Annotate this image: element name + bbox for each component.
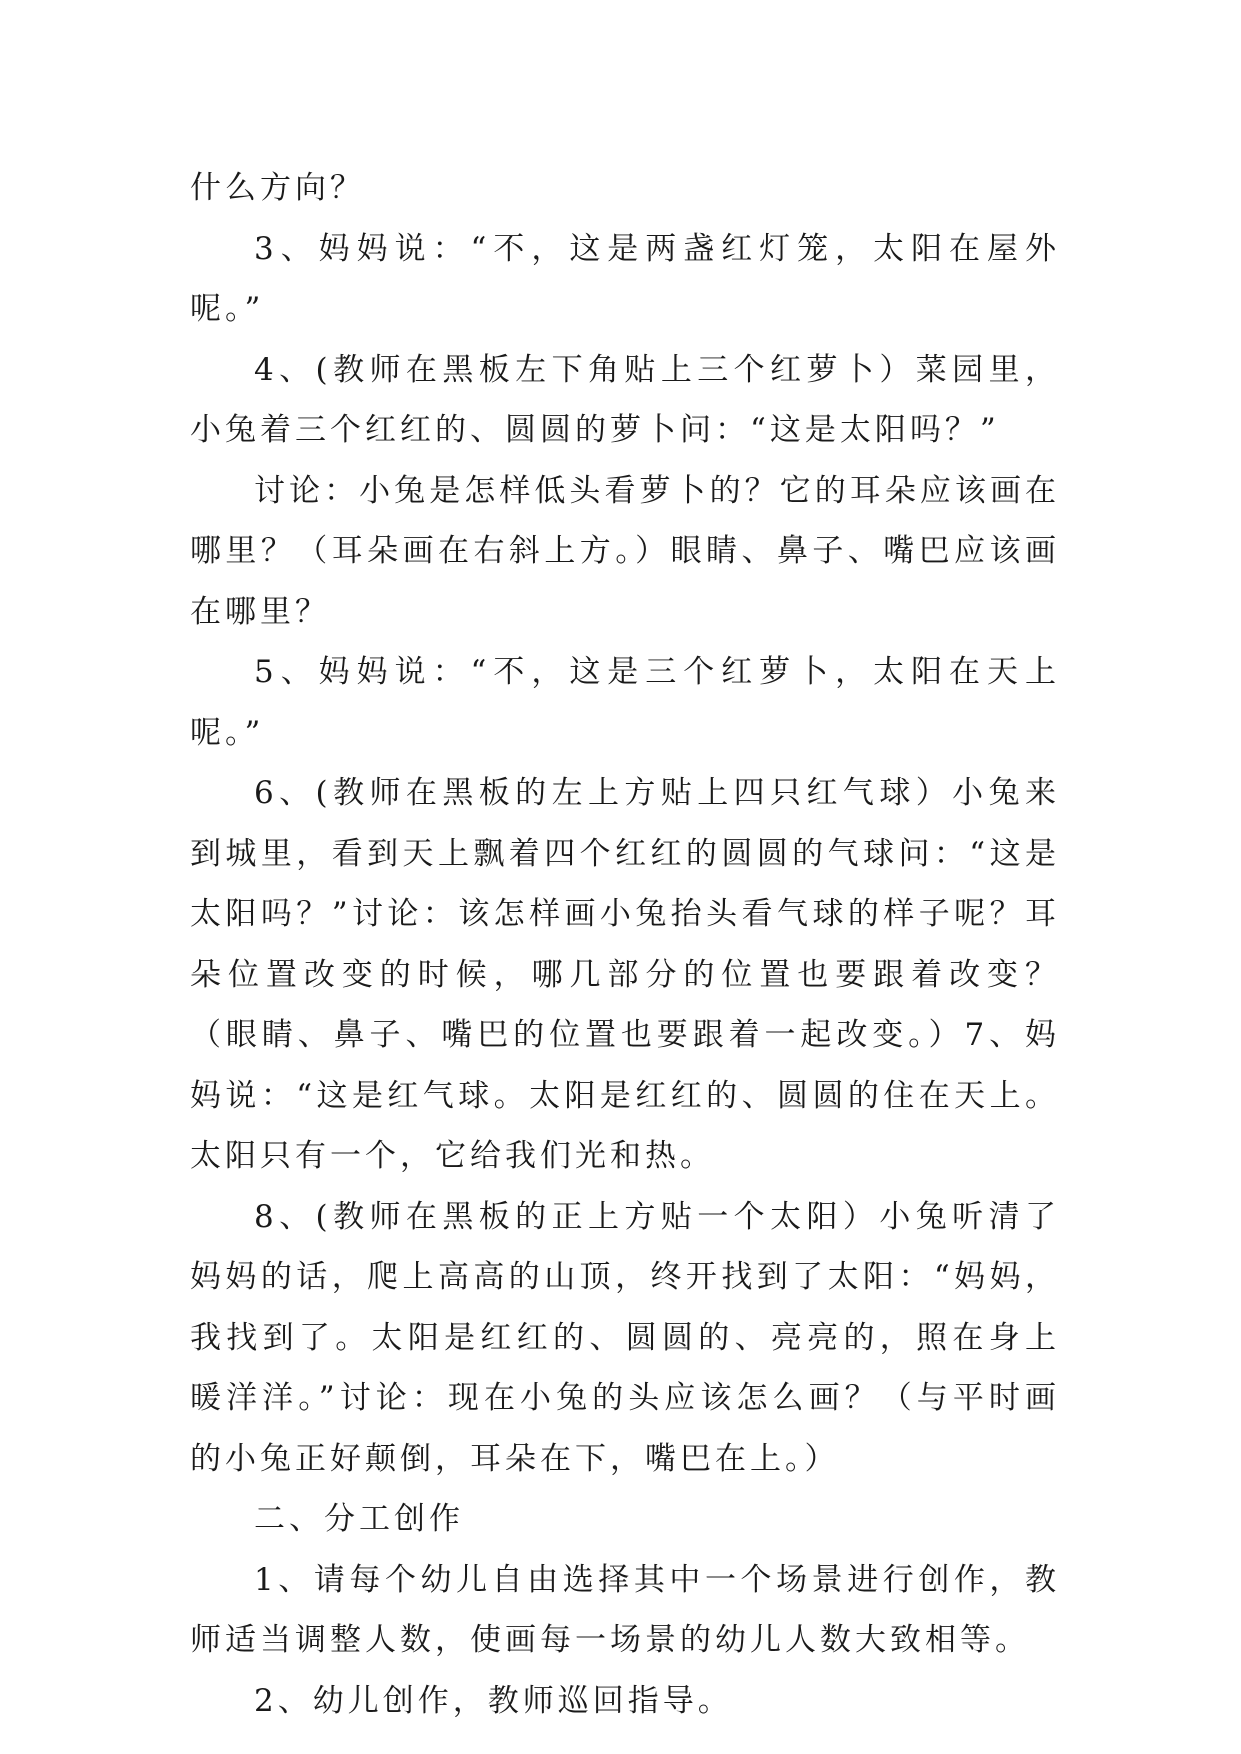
paragraph-step-5: 5、妈妈说：“不，这是三个红萝卜，太阳在天上呢。” (190, 654, 1060, 751)
paragraph-continuation: 什么方向？ (190, 170, 365, 206)
section-heading-creation: 二、分工创作 (254, 1501, 464, 1537)
paragraph-creation-1: 1、请每个幼儿自由选择其中一个场景进行创作，教师适当调整人数，使画每一场景的幼儿人数大致相等。 (190, 1561, 1060, 1658)
paragraph-step-3: 3、妈妈说：“不，这是两盏红灯笼，太阳在屋外呢。” (190, 230, 1060, 327)
paragraph-step-4: 4、(教师在黑板左下角贴上三个红萝卜）菜园里，小兔着三个红红的、圆圆的萝卜问：“这是太阳吗？” (190, 351, 1060, 448)
paragraph-step-8: 8、(教师在黑板的正上方贴一个太阳）小兔听清了妈妈的话，爬上高高的山顶，终开找到了太阳：“妈妈，我找到了。太阳是红红的、圆圆的、亮亮的，照在身上暖洋洋。”讨论：现在小兔的头应该怎么画？（与平时画的小兔正好颠倒，耳朵在下，嘴巴在上。） (190, 1198, 1060, 1477)
paragraph-step-6-7: 6、(教师在黑板的左上方贴上四只红气球）小兔来到城里，看到天上飘着四个红红的圆圆的气球问：“这是太阳吗？”讨论：该怎样画小兔抬头看气球的样子呢？耳朵位置改变的时候，哪几部分的位置也要跟着改变？（眼睛、鼻子、嘴巴的位置也要跟着一起改变。）7、妈妈说：“这是红气球。太阳是红红的、圆圆的住在天上。太阳只有一个，它给我们光和热。 (190, 775, 1060, 1174)
paragraph-creation-2: 2、幼儿创作，教师巡回指导。 (254, 1682, 733, 1719)
paragraph-discussion-carrots: 讨论：小兔是怎样低头看萝卜的？它的耳朵应该画在哪里？（耳朵画在右斜上方。）眼睛、鼻子、嘴巴应该画在哪里？ (190, 472, 1060, 630)
document-body (190, 158, 1060, 1731)
